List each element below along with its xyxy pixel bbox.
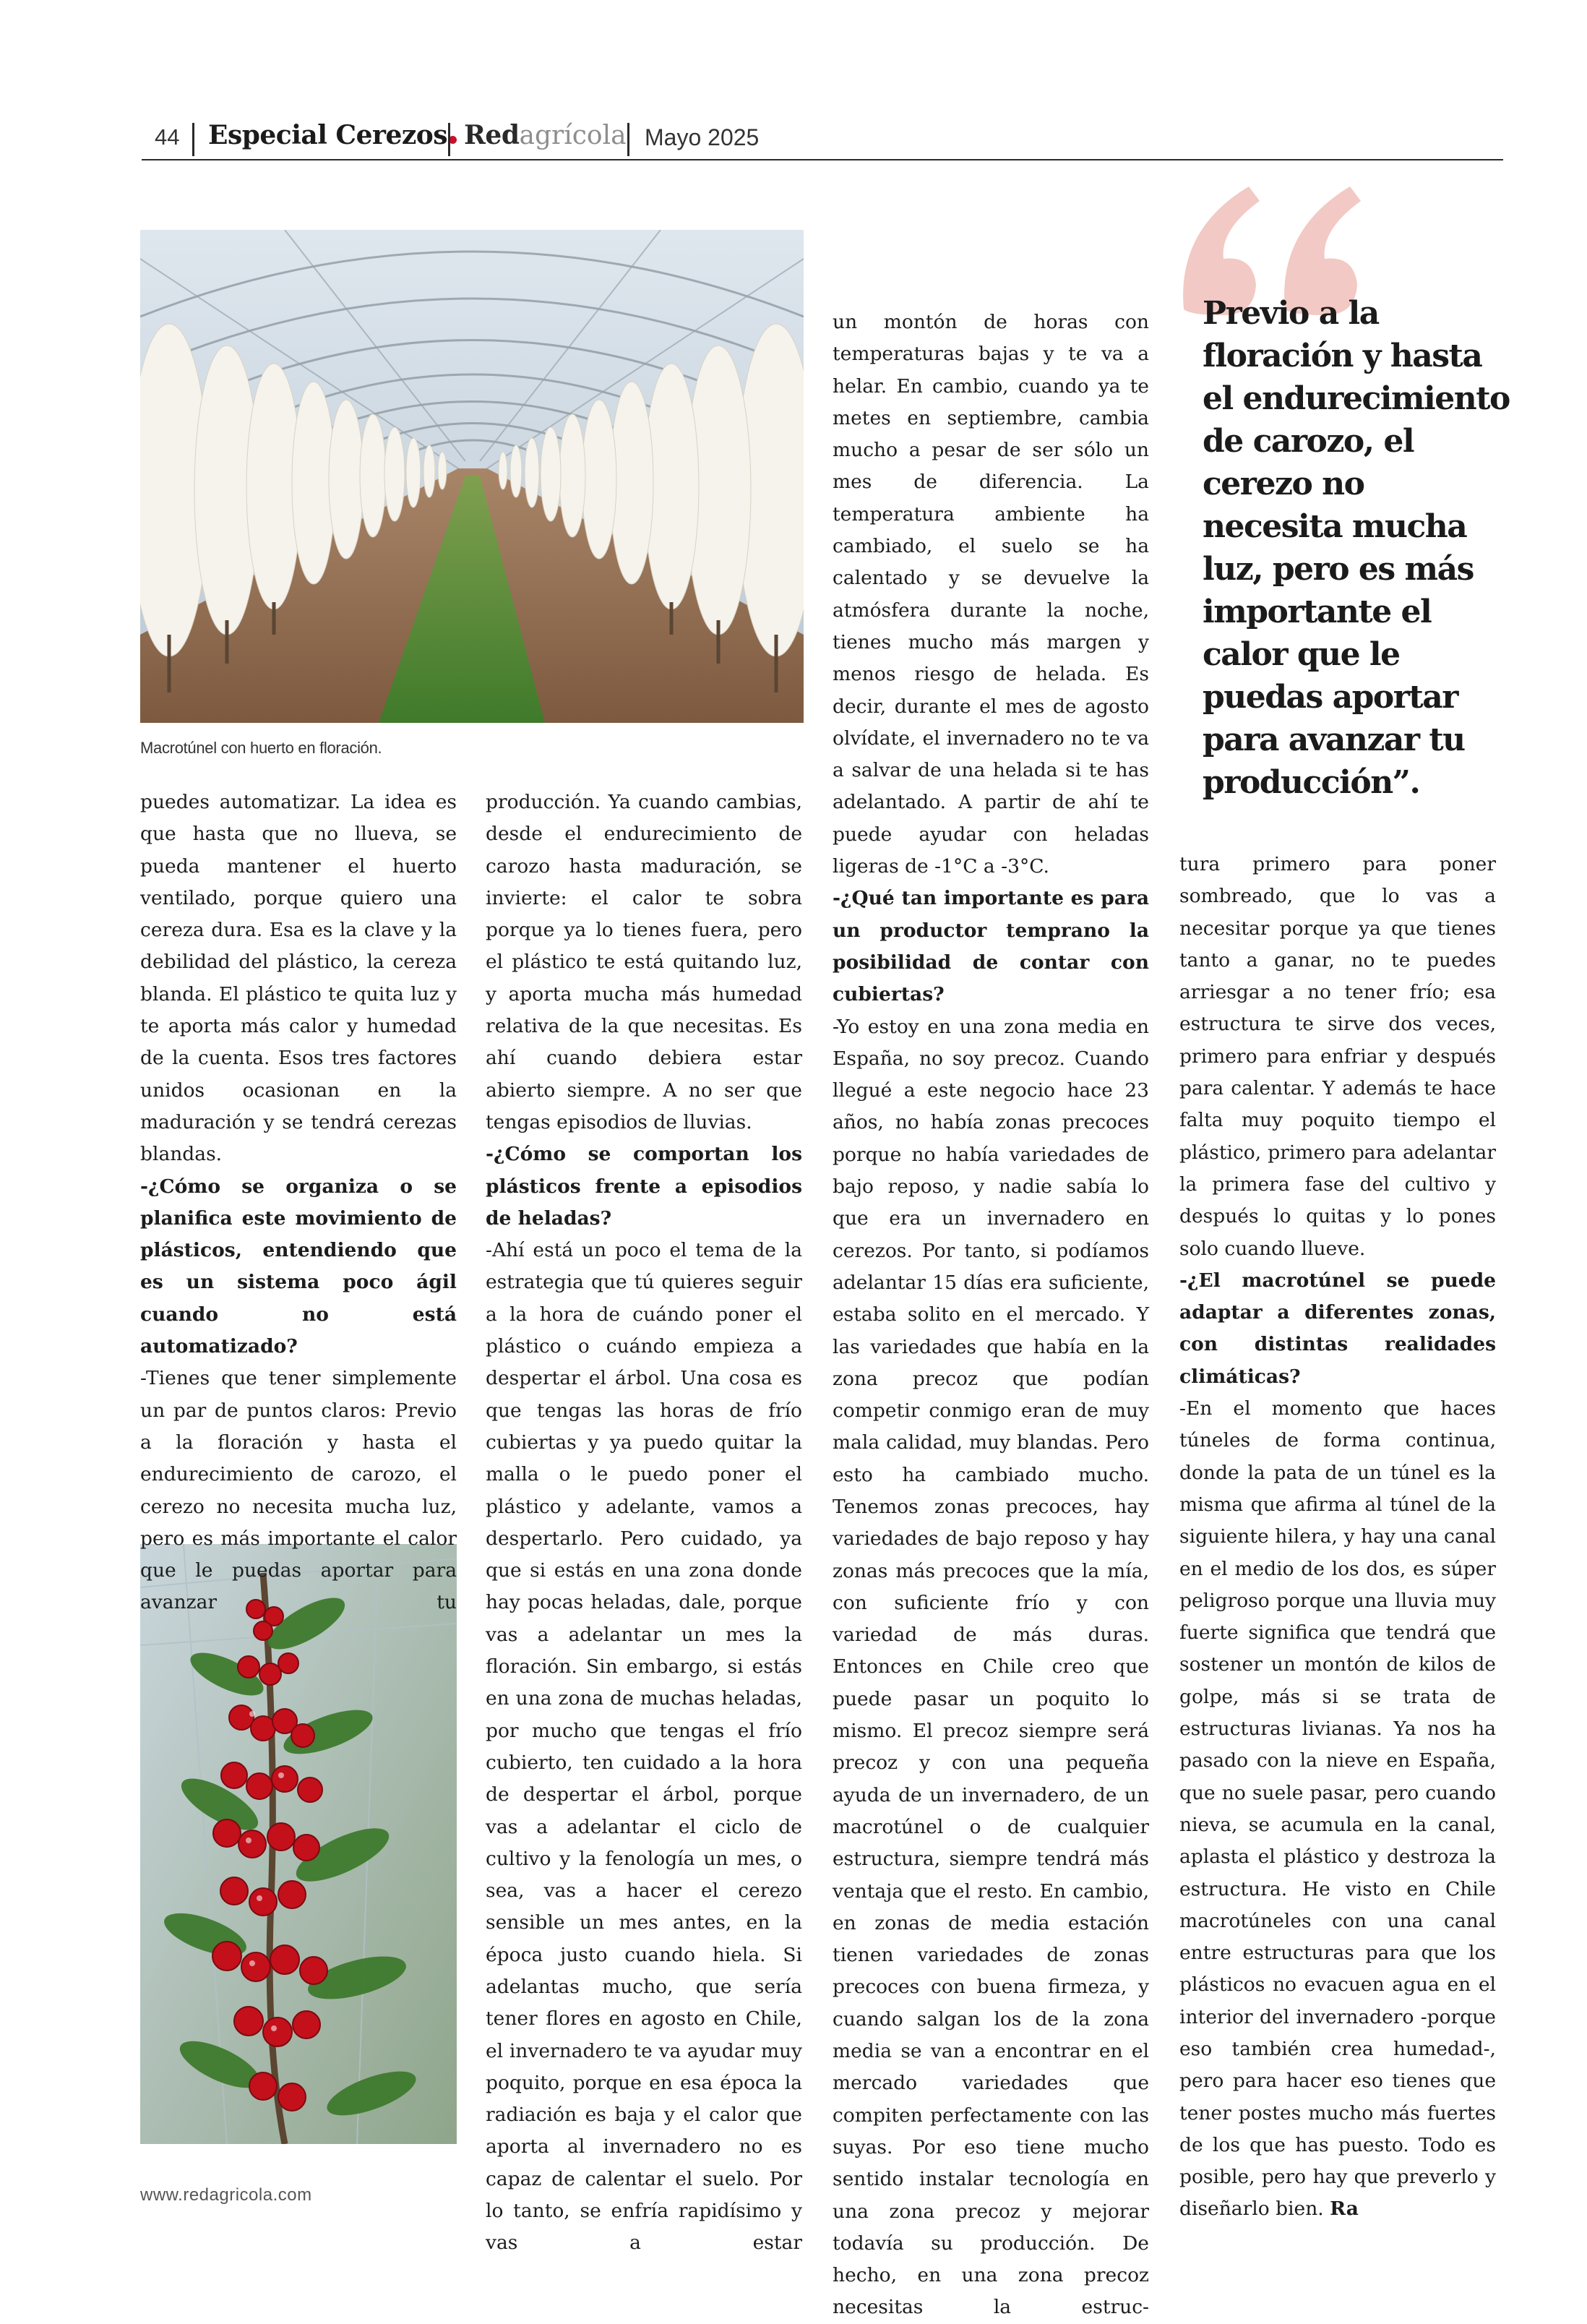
page-header bbox=[142, 121, 1500, 159]
interview-question: -¿Cómo se organiza o se planifica este movimiento de plásticos, entendiendo que es un sistema poco ágil cuando no está automatizado? bbox=[140, 1175, 457, 1358]
end-mark: Ra bbox=[1330, 2197, 1359, 2221]
article-column-1 bbox=[140, 786, 457, 1619]
body-paragraph: -Ahí está un poco el tema de la estrategia que tú quieres seguir a la hora de cuándo poner el plástico o cuándo empieza a despertar el árbol. Una cosa es que tengas las horas de frío cubiertas y ya puedo quitar la malla o le puedo poner el plástico y adelante, vamos a despertarlo. Pero cuidado, ya que si estás en una zona donde hay pocas heladas, dale, porque vas a adelantar un mes la floración. Sin embargo, si estás en una zona de muchas heladas, por mucho que tengas el frío cubierto, ten cuidado a la hora de despertar el árbol, porque vas a adelantar el ciclo de cultivo y la fenología un mes, o sea, vas a hacer el cerezo sensible un mes antes, en la época justo cuando hiela. Si adelantas mucho, que sería tener flores en agosto en Chile, el invernadero te va ayudar muy poquito, porque en esa época la radiación es baja y el calor que aporta al invernadero no es capaz de calentar el suelo. Por lo tanto, se enfría rapidísimo y vas a estar bbox=[486, 1239, 802, 2255]
interview-question: -¿Cómo se comportan los plásticos frente a episodios de heladas? bbox=[486, 1143, 802, 1230]
interview-question: -¿Qué tan importante es para un productor temprano la posibilidad de contar con cubiertas? bbox=[833, 887, 1149, 1006]
body-paragraph bbox=[1179, 1393, 1496, 2226]
header-divider bbox=[448, 123, 450, 156]
cherries-illustration bbox=[140, 1544, 457, 2144]
brand-logo-light: agrícola bbox=[519, 121, 627, 150]
brand-logo-bold: Red bbox=[464, 120, 520, 150]
header-divider bbox=[627, 123, 629, 156]
body-paragraph-text: -En el momento que haces túneles de forma continua, donde la pata de un túnel es la misma que afirma al túnel de la siguiente hilera, y hay una canal en el medio de los dos, es súper peligroso porque una lluvia muy fuerte significa que tendrá que sostener un montón de kilos de golpe, más si se trata de estructuras livianas. Ya nos ha pasado con la nieve en España, que no suele pasar, pero cuando nieva, se acumula en la canal, aplasta el plástico y destroza la estructura. He visto en Chile macrotúneles con una canal entre estructuras para que los plásticos no evacuen agua en el interior del invernadero -porque eso también crea humedad-, pero para hacer eso tienes que tener postes mucho más fuertes de los que has puesto. Todo es posible, pero hay que preverlo y diseñarlo bien. bbox=[1179, 1397, 1496, 2221]
article-column-3 bbox=[833, 306, 1149, 2324]
page-number: 44 bbox=[155, 124, 180, 150]
body-paragraph: producción. Ya cuando cambias, desde el endurecimiento de carozo hasta maduración, se invierte: el calor te sobra porque ya lo tienes fuera, pero el plástico te está quitando luz, y aporta mucha más humedad relativa de la que necesitas. Es ahí cuando debiera estar abierto siempre. A no ser que tengas episodios de lluvias. bbox=[486, 791, 802, 1133]
macrotunnel-illustration bbox=[140, 230, 804, 723]
cherries-photo bbox=[140, 1544, 457, 2144]
body-paragraph: tura primero para poner sombreado, que lo vas a necesitar porque ya que tienes tanto a ganar, no te puedes arriesgar a no tener frío; esa estructura te sirve dos veces, primero para enfriar y después para calentar. Y además te hace falta muy poquito tiempo el plástico, primero para adelantar la primera fase del cultivo y después lo quitas y lo pones solo cuando llueve. bbox=[1179, 853, 1496, 1260]
section-title-text: Especial Cerezos bbox=[208, 120, 448, 150]
section-title bbox=[208, 120, 457, 150]
body-paragraph: puedes automatizar. La idea es que hasta que no llueva, se pueda mantener el huerto ventilado, porque quiero una cereza dura. Esa es la clave y la debilidad del plástico, la cereza blanda. El plástico te quita luz y te aporta más calor y humedad de la cuenta. Esos tres factores unidos ocasionan en la maduración y se tendrá cerezas blandas. bbox=[140, 791, 457, 1166]
photo-caption: Macrotúnel con huerto en floración. bbox=[140, 739, 382, 757]
footer-url[interactable]: www.redagricola.com bbox=[140, 2185, 312, 2205]
body-paragraph: un montón de horas con temperaturas bajas y te va a helar. En cambio, cuando ya te metes en septiembre, cambia mucho a pesar de ser sólo un mes de diferencia. La temperatura ambiente ha cambiado, el suelo se ha calentado y se devuelve la atmósfera durante la noche, tienes mucho más margen y menos riesgo de helada. Es decir, durante el mes de agosto olvídate, el invernadero no te va a salvar de una helada si te has adelantado. A partir de ahí te puede ayudar con heladas ligeras de -1°C a -3°C. bbox=[833, 311, 1149, 878]
brand-logo bbox=[464, 120, 627, 150]
article-column-2 bbox=[486, 786, 802, 2260]
macrotunnel-photo bbox=[140, 230, 804, 723]
body-paragraph: -Tienes que tener simplemente un par de puntos claros: Previo a la floración y hasta el endurecimiento de carozo, el cerezo no necesita mucha luz, pero es más importante el calor que le puedas aportar para avanzar tu bbox=[140, 1367, 457, 1614]
header-divider bbox=[192, 123, 194, 156]
header-rule bbox=[142, 159, 1503, 160]
issue-date: Mayo 2025 bbox=[645, 124, 760, 150]
article-column-4 bbox=[1179, 849, 1496, 2226]
body-paragraph: -Yo estoy en una zona media en España, no soy precoz. Cuando llegué a este negocio hace 23 años, no había zonas precoces porque no había variedades de bajo reposo, y nadie sabía lo que era un invernadero en cerezos. Por tanto, si podíamos adelantar 15 días era suficiente, estaba solito en el mercado. Y las variedades que había en la zona precoz que podían competir conmigo eran de muy mala calidad, muy blandas. Pero esto ha cambiado mucho. Tenemos zonas precoces, hay variedades de bajo reposo y hay zonas más precoces que la mía, con suficiente frío y con variedad de más duras. Entonces en Chile creo que puede pasar un poquito lo mismo. El precoz siempre será precoz y con una pequeña ayuda de un invernadero, de un macrotúnel o de cualquier estructura, siempre tendrá más ventaja que el resto. En cambio, en zonas de media estación tienen variedades de zonas precoces con buena firmeza, y cuando salgan los de la zona media se van a encontrar en el mercado variedades que compiten perfectamente con las suyas. Por eso tiene mucho sentido instalar tecnología en una zona precoz y mejorar todavía su producción. De hecho, en una zona precoz necesitas la estruc- bbox=[833, 1015, 1149, 2319]
interview-question: -¿El macrotúnel se puede adaptar a diferentes zonas, con distintas realidades climáticas? bbox=[1179, 1269, 1496, 1388]
pull-quote: Previo a la floración y hasta el endurecimiento de carozo, el cerezo no necesita mucha luz, pero es más importante el calor que le puedas aportar para avanzar tu producción”. bbox=[1203, 295, 1510, 801]
